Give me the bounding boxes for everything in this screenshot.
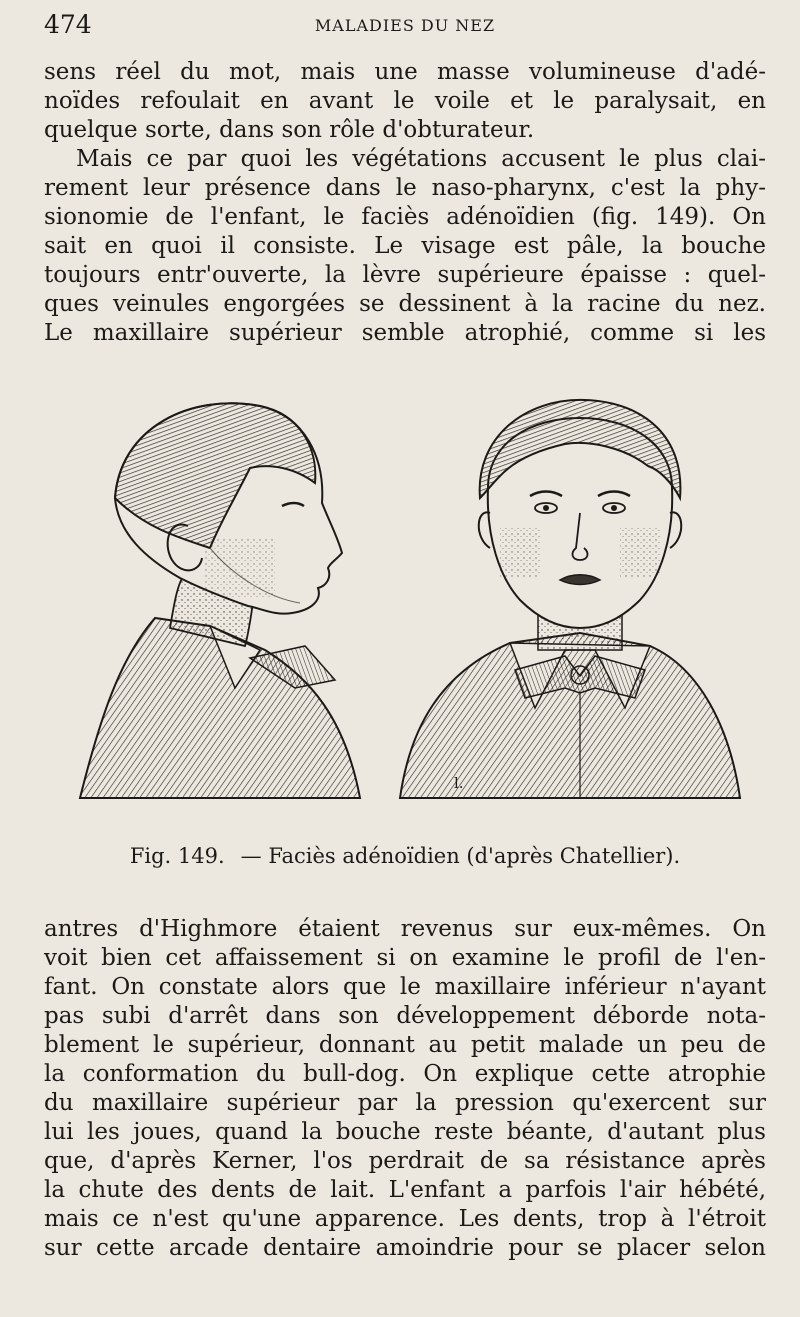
profile-portrait [80, 403, 360, 798]
running-head [44, 10, 766, 42]
text-line: que, d'après Kerner, l'os perdrait de sa résistance après [44, 1148, 766, 1174]
text-line: pas subi d'arrêt dans son développement déborde nota- [44, 1003, 766, 1029]
page-number: 474 [44, 10, 92, 39]
text-line: la chute des dents de lait. L'enfant a parfois l'air hébété, [44, 1177, 766, 1203]
text-line: sait en quoi il consiste. Le visage est pâle, la bouche [44, 233, 766, 259]
text-line: lui les joues, quand la bouche reste béante, d'autant plus [44, 1119, 766, 1145]
engraving-image [60, 388, 750, 828]
text-line: quelque sorte, dans son rôle d'obturateur. [44, 117, 535, 143]
running-title: MALADIES DU NEZ [314, 16, 496, 35]
text-line: blement le supérieur, donnant au petit malade un peu de [44, 1032, 766, 1058]
text-line: toujours entr'ouverte, la lèvre supérieure épaisse : quel- [44, 262, 766, 288]
text-line: Le maxillaire supérieur semble atrophié, comme si les [44, 320, 766, 346]
body-text-top [44, 58, 766, 348]
text-line: du maxillaire supérieur par la pression qu'exercent sur [44, 1090, 766, 1116]
text-line: sur cette arcade dentaire amoindrie pour se placer selon [44, 1235, 766, 1261]
text-line: fant. On constate alors que le maxillaire inférieur n'ayant [44, 974, 766, 1000]
text-line: ques veinules engorgées se dessinent à la racine du nez. [44, 291, 766, 317]
text-line: sens réel du mot, mais une masse volumineuse d'adé- [44, 59, 766, 85]
front-portrait [400, 400, 740, 798]
text-line: la conformation du bull-dog. On explique cette atrophie [44, 1061, 766, 1087]
caption-figure-number: Fig. 149. [129, 844, 225, 868]
text-line: rement leur présence dans le naso-pharynx, c'est la phy- [44, 175, 766, 201]
caption-text: — Faciès adénoïdien (d'après Chatellier). [240, 844, 681, 868]
engraver-mark: l. [454, 774, 464, 792]
text-line: noïdes refoulait en avant le voile et le paralysait, en [44, 88, 766, 114]
text-line: antres d'Highmore étaient revenus sur eux-mêmes. On [44, 916, 766, 942]
figure-caption [44, 842, 766, 870]
body-text-bottom [44, 915, 766, 1263]
text-line: mais ce n'est qu'une apparence. Les dents, trop à l'étroit [44, 1206, 766, 1232]
text-line: sionomie de l'enfant, le faciès adénoïdien (fig. 149). On [44, 204, 766, 230]
text-line: Mais ce par quoi les végétations accusent le plus clai- [76, 146, 766, 172]
figure-149-illustration [60, 388, 750, 828]
text-line: voit bien cet affaissement si on examine le profil de l'en- [44, 945, 766, 971]
